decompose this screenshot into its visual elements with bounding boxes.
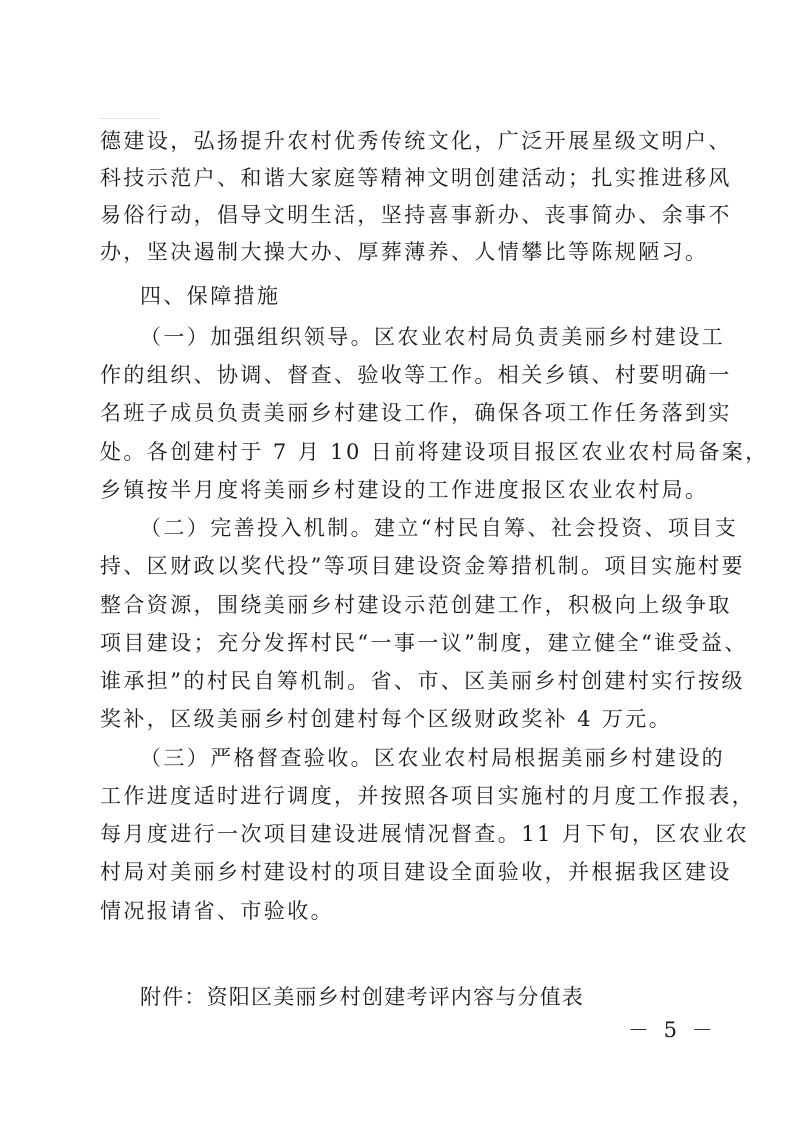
paragraph-2-line: （二）完善投入机制。建立“村民自筹、社会投资、项目支 xyxy=(140,516,739,540)
paragraph-3-line: 村局对美丽乡村建设村的项目建设全面验收，并根据我区建设 xyxy=(100,860,732,884)
paragraph-3-line: 情况报请省、市验收。 xyxy=(100,899,334,923)
paragraph-1-line: 处。各创建村于 7 月 10 日前将建设项目报区农业农村局备案， xyxy=(100,440,769,464)
paragraph-2-line: 整合资源，围绕美丽乡村建设示范创建工作，积极向上级争取 xyxy=(100,593,732,617)
paragraph-3-line: 每月度进行一次项目建设进展情况督查。11 月下旬，区农业农 xyxy=(100,822,749,846)
paragraph-3-line: 工作进度适时进行调度，并按照各项目实施村的月度工作报表， xyxy=(100,784,756,808)
scan-artifact xyxy=(100,118,160,119)
body-line: 办，坚决遏制大操大办、厚葬薄养、人情攀比等陈规陋习。 xyxy=(100,240,709,264)
paragraph-2-line: 项目建设；充分发挥村民“一事一议”制度，建立健全“谁受益、 xyxy=(100,631,748,655)
paragraph-2-line: 奖补，区级美丽乡村创建村每个区级财政奖补 4 万元。 xyxy=(100,707,673,731)
body-line: 德建设，弘扬提升农村优秀传统文化，广泛开展星级文明户、 xyxy=(100,129,732,153)
paragraph-1-line: 乡镇按半月度将美丽乡村建设的工作进度报区农业农村局。 xyxy=(100,478,709,502)
paragraph-3-line: （三）严格督查验收。区农业农村局根据美丽乡村建设的 xyxy=(140,746,725,770)
paragraph-2-line: 谁承担”的村民自筹机制。省、市、区美丽乡村创建村实行按级 xyxy=(100,669,745,693)
section-heading: 四、保障措施 xyxy=(140,284,281,308)
paragraph-1-line: 名班子成员负责美丽乡村建设工作，确保各项工作任务落到实 xyxy=(100,401,732,425)
body-line: 易俗行动，倡导文明生活，坚持喜事新办、丧事简办、余事不 xyxy=(100,203,732,227)
paragraph-1-line: （一）加强组织领导。区农业农村局负责美丽乡村建设工 xyxy=(140,325,725,349)
attachment-note: 附件：资阳区美丽乡村创建考评内容与分值表 xyxy=(140,985,584,1009)
paragraph-1-line: 作的组织、协调、督查、验收等工作。相关乡镇、村要明确一 xyxy=(100,363,732,387)
body-line: 科技示范户、和谐大家庭等精神文明创建活动；扎实推进移风 xyxy=(100,166,732,190)
paragraph-2-line: 持、区财政以奖代投”等项目建设资金筹措机制。项目实施村要 xyxy=(100,554,745,578)
page-number: － 5 － xyxy=(628,1018,717,1042)
